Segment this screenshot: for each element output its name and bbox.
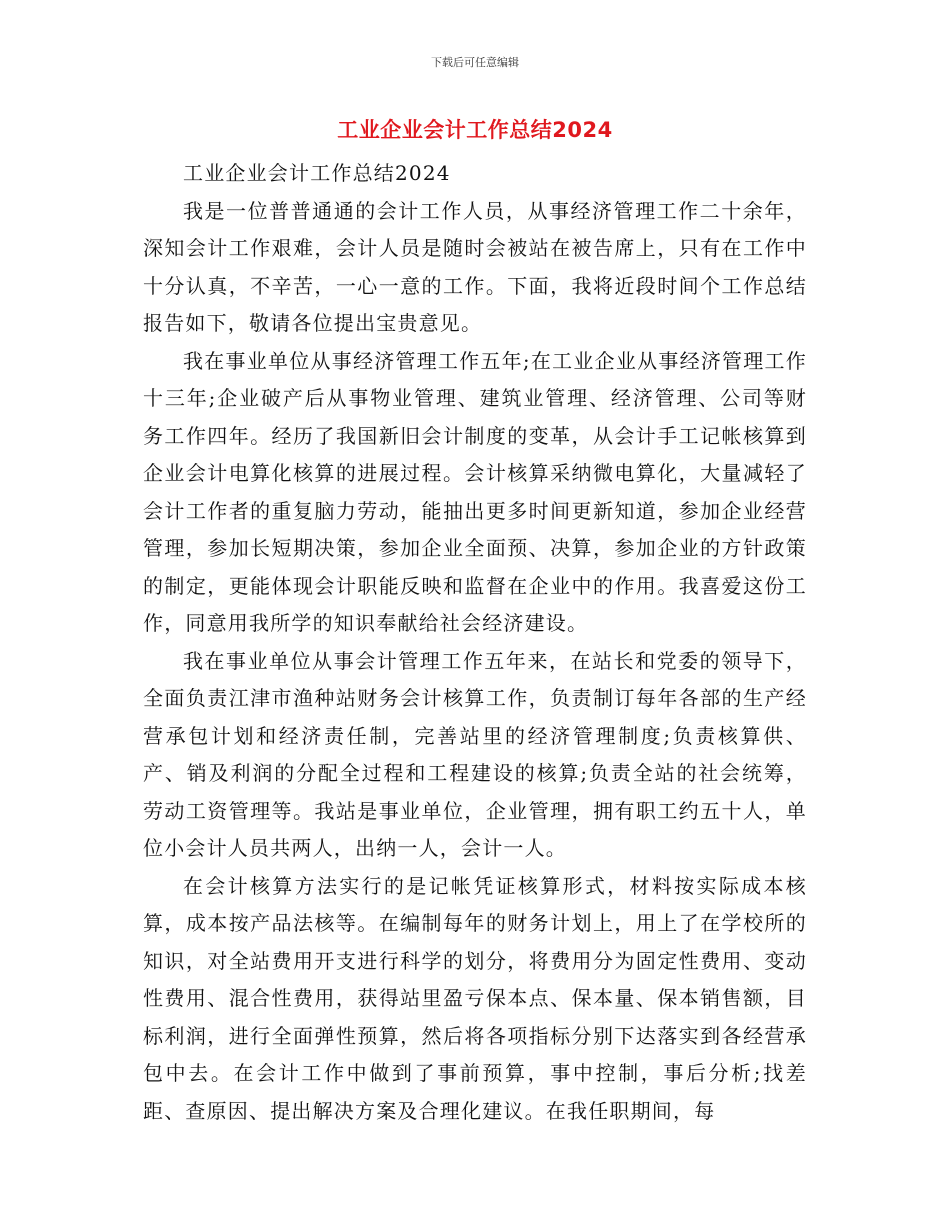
document-title: 工业企业会计工作总结2024 [337,118,613,142]
body-paragraph: 工业企业会计工作总结2024 [183,161,451,185]
document-body [143,155,807,1130]
body-paragraph: 我在事业单位从事会计管理工作五年来，在站长和党委的领导下，全面负责江津市渔种站财务会计核算工作，负责制订每年各部的生产经营承包计划和经济责任制，完善站里的经济管理制度;负责核算供、产、销及利润的分配全过程和工程建设的核算;负责全站的社会统筹，劳动工资管理等。我站是事业单位，企业管理，拥有职工约五十人，单位小会计人员共两人，出纳一人，会计一人。 [143,648,807,860]
body-paragraph: 我在事业单位从事经济管理工作五年;在工业企业从事经济管理工作十三年;企业破产后从事物业管理、建筑业管理、经济管理、公司等财务工作四年。经历了我国新旧会计制度的变革，从会计手工记帐核算到企业会计电算化核算的进展过程。会计核算采纳微电算化，大量减轻了会计工作者的重复脑力劳动，能抽出更多时间更新知道，参加企业经营管理，参加长短期决策，参加企业全面预、决算，参加企业的方针政策的制定，更能体现会计职能反映和监督在企业中的作用。我喜爱这份工作，同意用我所学的知识奉献给社会经济建设。 [143,348,807,635]
body-paragraph: 我是一位普普通通的会计工作人员，从事经济管理工作二十余年，深知会计工作艰难，会计人员是随时会被站在被告席上，只有在工作中十分认真，不辛苦，一心一意的工作。下面，我将近段时间个工作总结报告如下，敬请各位提出宝贵意见。 [143,198,807,335]
body-paragraph: 在会计核算方法实行的是记帐凭证核算形式，材料按实际成本核算，成本按产品法核等。在编制每年的财务计划上，用上了在学校所的知识，对全站费用开支进行科学的划分，将费用分为固定性费用、变动性费用、混合性费用，获得站里盈亏保本点、保本量、保本销售额，目标利润，进行全面弹性预算，然后将各项指标分别下达落实到各经营承包中去。在会计工作中做到了事前预算，事中控制，事后分析;找差距、查原因、提出解决方案及合理化建议。在我任职期间，每 [143,873,807,1123]
header-note: 下载后可任意编辑 [431,56,519,69]
